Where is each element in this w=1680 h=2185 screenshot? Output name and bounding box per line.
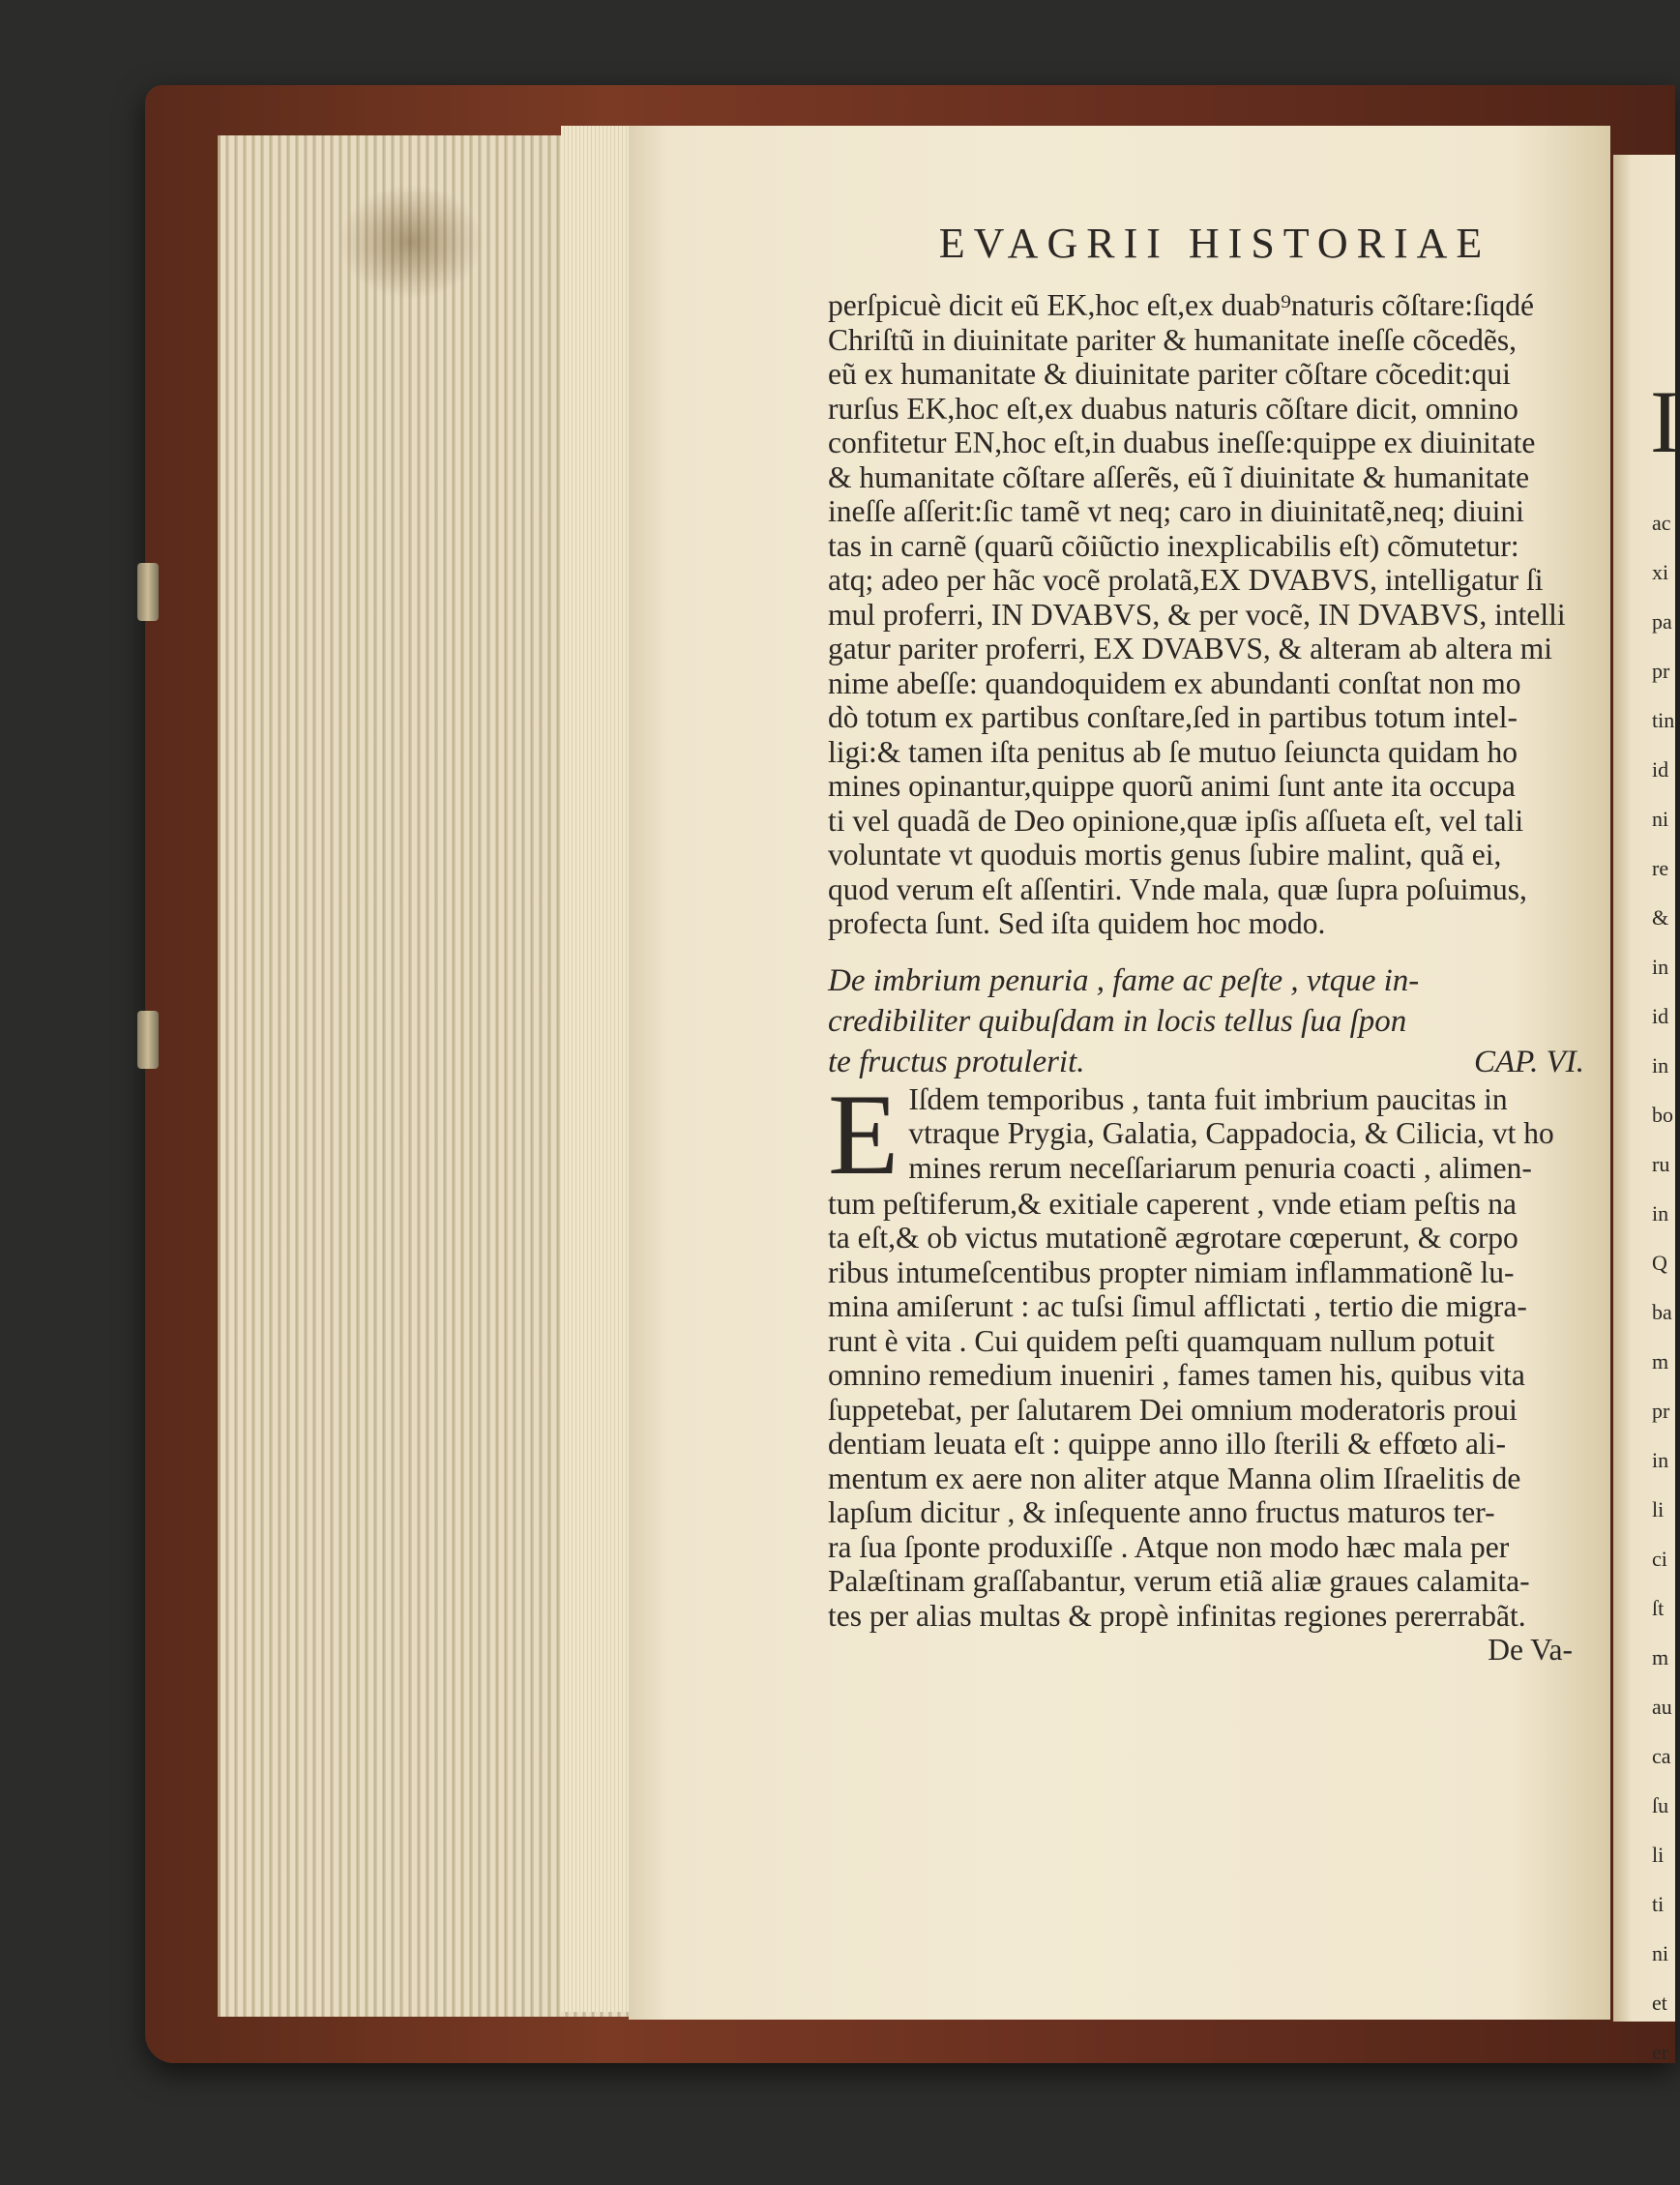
text-line: runt è vita . Cui quidem peſti quamquam nullum potuit [828, 1323, 1495, 1358]
text-line: quod verum eſt aſſentiri. Vnde mala, quæ ſupra poſuimus, [828, 871, 1527, 906]
gutter-leaves [561, 126, 629, 2012]
text-line: credibiliter quibuſdam in locis tellus ſua ſpon [828, 1003, 1407, 1039]
text-line: Palæſtinam graſſabantur, verum etiã aliæ graues calamita- [828, 1564, 1530, 1598]
facing-page-fragment: id [1652, 757, 1669, 782]
facing-page-fragment: ru [1652, 1152, 1670, 1176]
text-line: tas in carnẽ (quarũ cõiũctio inexplicabilis eſt) cõmutetur: [828, 528, 1519, 563]
facing-page-fragment: in [1652, 1201, 1669, 1225]
facing-page-fragment: ci [1652, 1547, 1667, 1571]
facing-page-fragment: ba [1652, 1300, 1672, 1324]
text-line: ineſſe aſſerit:ſic tamẽ vt neq; caro in diuinitatẽ,neq; diuini [828, 494, 1524, 528]
text-line: eũ ex humanitate & diuinitate pariter cõſtare cõcedit:qui [828, 357, 1511, 391]
text-line: rurſus ΕΚ,hoc eſt,ex duabus naturis cõſtare dicit, omnino [828, 391, 1518, 426]
chapter-title [828, 960, 1602, 1042]
text-line: ra ſua ſponte produxiſſe . Atque non modo hæc mala per [828, 1529, 1510, 1564]
text-line: atq; adeo per hãc vocẽ prolatã,EX DVABVS, intelligatur ſi [828, 563, 1544, 597]
text-line: nime abeſſe: quandoquidem ex abundanti conſtat non mo [828, 665, 1521, 700]
upper-clasp [137, 563, 159, 621]
facing-page-fragment: et [1652, 1991, 1667, 2015]
facing-page-fragment: & [1652, 905, 1669, 930]
facing-page-fragment: tin [1652, 708, 1675, 732]
facing-page-fragment: re [1652, 856, 1669, 880]
catchword: De Va- [1488, 1633, 1573, 1667]
body-text [828, 288, 1602, 941]
text-line: omnino remedium inueniri , fames tamen his, quibus vita [828, 1358, 1525, 1392]
lower-clasp [137, 1011, 159, 1069]
text-line: & humanitate cõſtare aſſerẽs, eũ ĩ diuinitate & humanitate [828, 459, 1530, 494]
text-line: ta eſt,& ob victus mutationẽ ægrotare cœperunt, & corpo [828, 1221, 1518, 1255]
facing-page-fragment: ni [1652, 1941, 1669, 1965]
facing-page-fragment: m [1652, 1645, 1669, 1669]
facing-page-fragment: bo [1652, 1103, 1673, 1127]
text-line: ti vel quadã de Deo opinione,quæ ipſis aſſueta eſt, vel tali [828, 803, 1524, 838]
text-line: voluntate vt quoduis mortis genus ſubire malint, quã ei, [828, 838, 1502, 871]
text-line: lapſum dicitur , & inſequente anno fructus maturos ter- [828, 1495, 1495, 1529]
facing-page-fragment: m [1652, 1349, 1669, 1373]
page-text [828, 219, 1602, 1668]
text-line: mentum ex aere non aliter atque Manna olim Iſraelitis de [828, 1461, 1521, 1495]
facing-page-fragment: li [1652, 1843, 1665, 1867]
facing-page-fragment: id [1652, 1004, 1669, 1028]
facing-page-fragment: xi [1652, 560, 1669, 584]
text-line: perſpicuè dicit eũ ΕΚ,hoc eſt,ex duab⁹naturis cõſtare:ſiqdé [828, 288, 1534, 322]
text-line: mines rerum neceſſariarum penuria coacti , alimen- [908, 1150, 1532, 1185]
text-line: mines opinantur,quippe quorũ animi ſunt ante ita occupa [828, 769, 1516, 803]
facing-page-fragment: Q [1652, 1251, 1667, 1275]
facing-page-fragment: ac [1652, 511, 1671, 535]
facing-page-fragment: li [1652, 1497, 1665, 1521]
facing-page-fragment: in [1652, 1448, 1669, 1472]
chapter-title-last-line: te fructus protulerit. [828, 1044, 1085, 1079]
text-line: gatur pariter proferri, EX DVABVS, & alteram ab altera mi [828, 632, 1553, 665]
chapter-text [828, 1187, 1602, 1634]
drop-initial: E [828, 1069, 899, 1198]
chapter-title-row [828, 1042, 1602, 1082]
facing-page-fragment: ti [1652, 1892, 1665, 1916]
facing-page-fragment: pr [1652, 659, 1670, 683]
facing-page-fragment: au [1652, 1695, 1672, 1719]
text-line: profecta ſunt. Sed iſta quidem hoc modo. [828, 906, 1326, 940]
chapter-number: CAP. VI. [1474, 1044, 1584, 1079]
text-line: ribus intumeſcentibus propter nimiam inflammationẽ lu- [828, 1255, 1515, 1289]
facing-page-fragment: in [1652, 955, 1669, 979]
facing-page-fragment: in [1652, 1053, 1669, 1078]
edge-marking [339, 184, 484, 300]
text-line: dentiam leuata eſt : quippe anno illo ſterili & effœto ali- [828, 1427, 1506, 1461]
facing-page-fragment: er [1652, 2040, 1669, 2064]
facing-page-fragment: ca [1652, 1744, 1671, 1768]
text-line: tum peſtiferum,& exitiale caperent , vnde etiam peſtis na [828, 1186, 1517, 1221]
text-line: confitetur ΕΝ,hoc eſt,in duabus ineſſe:quippe ex diuinitate [828, 426, 1536, 459]
facing-page-fragment: pa [1652, 609, 1672, 634]
text-line: Iſdem temporibus , tanta fuit imbrium paucitas in [908, 1081, 1508, 1116]
text-line: tes per alias multas & propè infinitas regiones pererrabãt. [828, 1598, 1526, 1633]
text-line: ſuppetebat, per ſalutarem Dei omnium moderatoris proui [828, 1392, 1518, 1427]
drop-lines [828, 1069, 1602, 1198]
text-line: ligi:& tamen iſta penitus ab ſe mutuo ſeiuncta quidam ho [828, 734, 1518, 769]
facing-page-fragment: ſu [1652, 1793, 1669, 1817]
text-line: vtraque Prygia, Galatia, Cappadocia, & Cilicia, vt ho [908, 1116, 1554, 1150]
facing-page-fragment: pr [1652, 1399, 1670, 1423]
recto-page-edge [1613, 155, 1680, 2064]
facing-page-fragment: ni [1652, 807, 1669, 831]
text-line: Chriſtũ in diuinitate pariter & humanitate ineſſe cõcedẽs, [828, 322, 1518, 357]
text-line: mul proferri, IN DVABVS, & per vocẽ, IN DVABVS, intelli [828, 597, 1566, 632]
facing-page-fragment: ſt [1652, 1596, 1665, 1620]
text-line: mina amiſerunt : ac tuſsi ſimul afflictati , tertio die migra- [828, 1289, 1527, 1323]
text-line: De imbrium penuria , fame ac peſte , vtque in- [828, 962, 1420, 998]
facing-page-fragment: I [1650, 372, 1680, 471]
running-head: EVAGRII HISTORIAE [938, 220, 1491, 267]
chapter-opening [828, 1069, 1602, 1198]
text-line: dò totum ex partibus conſtare,ſed in partibus totum intel- [828, 700, 1518, 734]
